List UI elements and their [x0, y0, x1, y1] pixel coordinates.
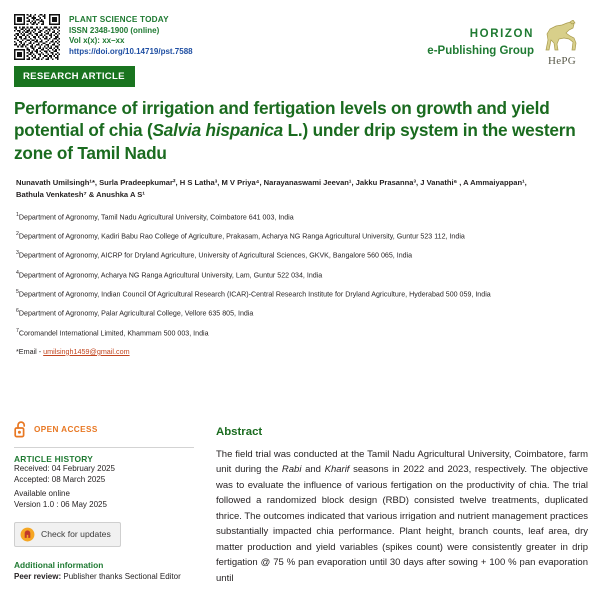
qr-code-icon[interactable] [14, 14, 60, 60]
publisher-block [427, 14, 590, 66]
article-version: Version 1.0 : 06 May 2025 [14, 500, 107, 510]
affiliation-sup: 7 [16, 327, 19, 334]
affiliation-item [16, 289, 584, 300]
check-for-updates-button[interactable] [14, 522, 121, 547]
horse-logo-icon [540, 20, 584, 54]
affiliation-list [16, 212, 584, 339]
peer-review-label: Peer review: [14, 571, 62, 581]
affiliation-text: Department of Agronomy, Palar Agricultural College, Vellore 635 805, India [18, 309, 254, 318]
open-access-block [14, 420, 194, 438]
affiliation-text: Department of Agronomy, Acharya NG Ranga Agricultural University, Lam, Guntur 522 034, India [18, 270, 323, 279]
affiliation-text: Department of Agronomy, AICRP for Dryland Agriculture, University of Agricultural Sciences, GKVK, Bangalore 560 065, India [18, 251, 413, 260]
affiliation-item [16, 250, 584, 261]
check-for-updates-label: Check for updates [41, 529, 111, 540]
affiliation-item [16, 270, 584, 281]
affiliation-text: Department of Agronomy, Kadiri Babu Rao College of Agriculture, Prakasam, Acharya NG Ranga Agricultural University, Guntur 523 112, India [18, 232, 465, 241]
affiliation-sup: 6 [16, 308, 19, 315]
affiliation-item [16, 231, 584, 242]
article-available-online: Available online [14, 489, 70, 499]
publisher-name-line2: e-Publishing Group [427, 45, 534, 57]
abstract-p3: seasons in 2022 and 2023, respectively. The objective was to evaluate the influence of various fertigation on the productivity of chia. The trial followed a randomized block design (RBD) consisted twelve treatments, duplicated thrice. The outcomes indicated that various irrigation and nutrient management practices substantially impacted chia performance. Plant height, branch counts, leaf area, dry matter production and yield variables (spikes count) were consistently greater in drip fertigation @ 75 % pan evaporation until 30 days after sowing + 100 % pan evaporation until [216, 464, 589, 584]
email-link[interactable]: umilsingh1459@gmail.com [43, 346, 130, 356]
affiliation-sup: 3 [16, 250, 19, 257]
publisher-name [427, 26, 534, 61]
journal-info [69, 14, 193, 57]
publisher-name-line1: HORIZON [469, 27, 534, 40]
divider-line [14, 447, 194, 448]
peer-review-note [14, 572, 194, 583]
affiliation-sup: 4 [16, 269, 19, 276]
additional-information-heading: Additional information [14, 559, 104, 570]
affiliation-sup: 5 [16, 288, 19, 295]
abstract-body [216, 447, 588, 586]
abstract-p1: The field trial was conducted at the Tamil Nadu Agricultural University, Coimbatore, farm unit during the [216, 449, 588, 476]
affiliation-item [16, 308, 584, 319]
page-title [14, 97, 586, 164]
crossmark-icon [20, 527, 35, 542]
open-access-label: OPEN ACCESS [34, 424, 98, 434]
masthead [0, 0, 600, 67]
peer-review-text: Publisher thanks Sectional Editor [61, 571, 181, 581]
article-type-badge: RESEARCH ARTICLE [14, 66, 135, 87]
left-column [14, 418, 194, 582]
abstract-i1: Rabi [281, 464, 302, 476]
title-species: Salvia hispanica [152, 120, 284, 141]
abstract-p2: and [301, 464, 325, 476]
affiliation-text: Department of Agronomy, Indian Council Of Agricultural Research (ICAR)-Central Research Institute for Dryland Agriculture, Hyderabad 500 059, India [18, 290, 491, 299]
journal-name: PLANT SCIENCE TODAY [69, 15, 169, 24]
abstract-i2: Kharif [324, 464, 350, 476]
abstract-heading: Abstract [216, 426, 263, 438]
hepg-label: HePG [547, 55, 577, 67]
article-received: Received: 04 February 2025 [14, 464, 115, 473]
corresponding-email-line [16, 347, 584, 356]
right-column [216, 426, 588, 586]
journal-volume: Vol x(x): xx–xx [69, 36, 125, 46]
journal-doi-link[interactable]: https://doi.org/10.14719/pst.7588 [69, 46, 193, 56]
article-accepted: Accepted: 08 March 2025 [14, 474, 106, 484]
affiliation-text: Department of Agronomy, Tamil Nadu Agricultural University, Coimbatore 641 003, India [18, 213, 294, 222]
affiliation-item [16, 212, 584, 223]
hepg-logo [540, 20, 584, 66]
masthead-left [14, 14, 193, 60]
open-lock-icon [14, 420, 28, 438]
affiliation-sup: 1 [16, 211, 19, 218]
affiliation-sup: 2 [16, 230, 19, 237]
journal-issn: ISSN 2348-1900 (online) [69, 25, 160, 35]
article-history-heading: ARTICLE HISTORY [14, 454, 94, 464]
affiliation-text: Coromandel International Limited, Khammam 500 003, India [18, 328, 209, 337]
title-part1: Performance of irrigation and fertigation levels on growth and yield potential of chia ( [14, 98, 550, 141]
author-line-1: Nunavath Umilsingh¹*, Surla Pradeepkumar², H S Latha³, M V Priya⁴, Narayanaswami Jeevan¹, Jakku Prasanna³, J Vanathi⁶ , A Ammaiyappan¹, [16, 178, 527, 188]
email-label: *Email - [16, 346, 44, 356]
author-line-2: Bathula Venkatesh⁷ & Anushka A S¹ [16, 190, 145, 200]
title-part2: L.) under drip system in the western zone of Tamil Nadu [14, 120, 576, 163]
affiliation-item [16, 328, 584, 339]
author-list [16, 177, 584, 202]
